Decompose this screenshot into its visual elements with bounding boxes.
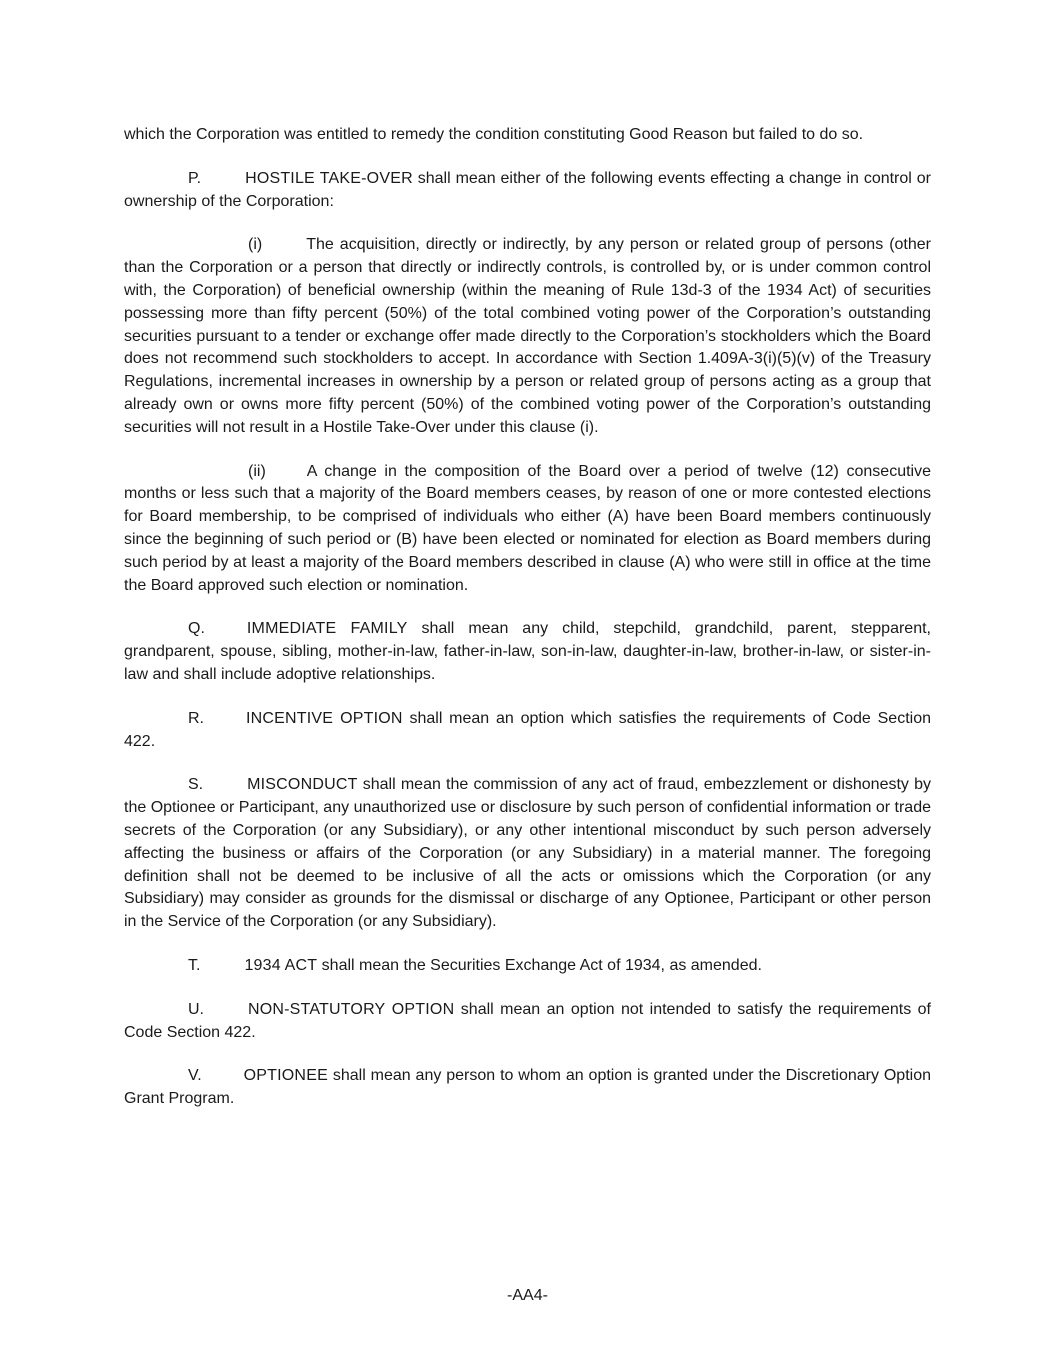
sub-clause-text: A change in the composition of the Board over a period of twelve (12) consecutive months or less such that a majority of the Board members ceases, by reason of one or more contested elections for Board membership, to be comprised of individuals who either (A) have been Board members continuously since the beginning of such period or (B) have been elected or nominated for election as Board members during such period by at least a majority of the Board members described in clause (A) who were still in office at the time the Board approved such election or nomination. (124, 462, 931, 594)
sub-clause-marker: (ii) (248, 462, 266, 480)
definition-letter: S. (188, 776, 204, 794)
definition-letter: T. (188, 956, 201, 974)
definition-text: shall mean any person to whom an option is granted under the Discretionary Option Grant Program. (124, 1067, 931, 1108)
definition-term: HOSTILE TAKE-OVER (245, 169, 413, 187)
definition-hostile-take-over (124, 168, 931, 214)
page-number: -AA4- (507, 1287, 548, 1304)
definition-optionee (124, 1065, 931, 1111)
definition-text: shall mean an option not intended to satisfy the requirements of Code Section 422. (124, 1000, 931, 1041)
definition-immediate-family (124, 618, 931, 686)
definition-letter: V. (188, 1067, 202, 1085)
definition-term: OPTIONEE (243, 1067, 328, 1085)
definition-term: IMMEDIATE FAMILY (246, 620, 408, 638)
definition-misconduct (124, 774, 931, 934)
definition-letter: Q. (188, 620, 205, 638)
definition-non-statutory-option (124, 999, 931, 1045)
sub-clause-text: The acquisition, directly or indirectly, by any person or related group of persons (other than the Corporation or a person that directly or indirectly controls, is controlled by, or is under common control with, the Corporation) of beneficial ownership (within the meaning of Rule 13d-3 of the 1934 Act) of securities possessing more than fifty percent (50%) of the total combined voting power of the Corporation’s outstanding securities pursuant to a tender or exchange offer made directly to the Corporation’s stockholders which the Board does not recommend such stockholders to accept. In accordance with Section 1.409A-3(i)(5)(v) of the Treasury Regulations, incremental increases in ownership by a person or related group of persons acting as a group that already own or owns more fifty percent (50%) of the combined voting power of the Corporation’s outstanding securities will not result in a Hostile Take-Over under this clause (i). (124, 236, 931, 436)
definition-letter: U. (188, 1000, 204, 1018)
intro-paragraph: which the Corporation was entitled to remedy the condition constituting Good Reason but failed to do so. (124, 126, 864, 143)
definition-term: NON-STATUTORY OPTION (248, 1000, 455, 1018)
sub-clause-i (124, 234, 931, 439)
definition-text: shall mean the commission of any act of fraud, embezzlement or dishonesty by the Optionee or Participant, any unauthorized use or disclosure by such person of confidential information or trade secrets of the Corporation (or any Subsidiary), or any other intentional misconduct by such person adversely affecting the business or affairs of the Corporation (or any Subsidiary) in a material manner. The foregoing definition shall not be deemed to be inclusive of all the acts or omissions which the Corporation (or any Subsidiary) may consider as grounds for the dismissal or discharge of any Optionee, Participant or other person in the Service of the Corporation (or any Subsidiary). (124, 776, 931, 931)
definition-letter: P. (188, 169, 202, 187)
definition-letter: R. (188, 709, 204, 727)
definition-text: shall mean either of the following events effecting a change in control or ownership of the Corporation: (124, 169, 931, 210)
sub-clause-ii (124, 461, 931, 598)
document-page (124, 124, 931, 1132)
definition-1934-act (124, 955, 931, 978)
definition-text: shall mean the Securities Exchange Act of 1934, as amended. (321, 956, 762, 974)
definition-incentive-option (124, 708, 931, 754)
definition-term: 1934 ACT (244, 956, 318, 974)
definition-text: shall mean an option which satisfies the requirements of Code Section 422. (124, 709, 931, 750)
definition-text: shall mean any child, stepchild, grandchild, parent, stepparent, grandparent, spouse, sibling, mother-in-law, father-in-law, son-in-law, daughter-in-law, brother-in-law, or sister-in-law and shall include adoptive relationships. (124, 620, 931, 683)
sub-clause-marker: (i) (248, 236, 263, 254)
definition-term: MISCONDUCT (247, 776, 358, 794)
definition-term: INCENTIVE OPTION (246, 709, 403, 727)
